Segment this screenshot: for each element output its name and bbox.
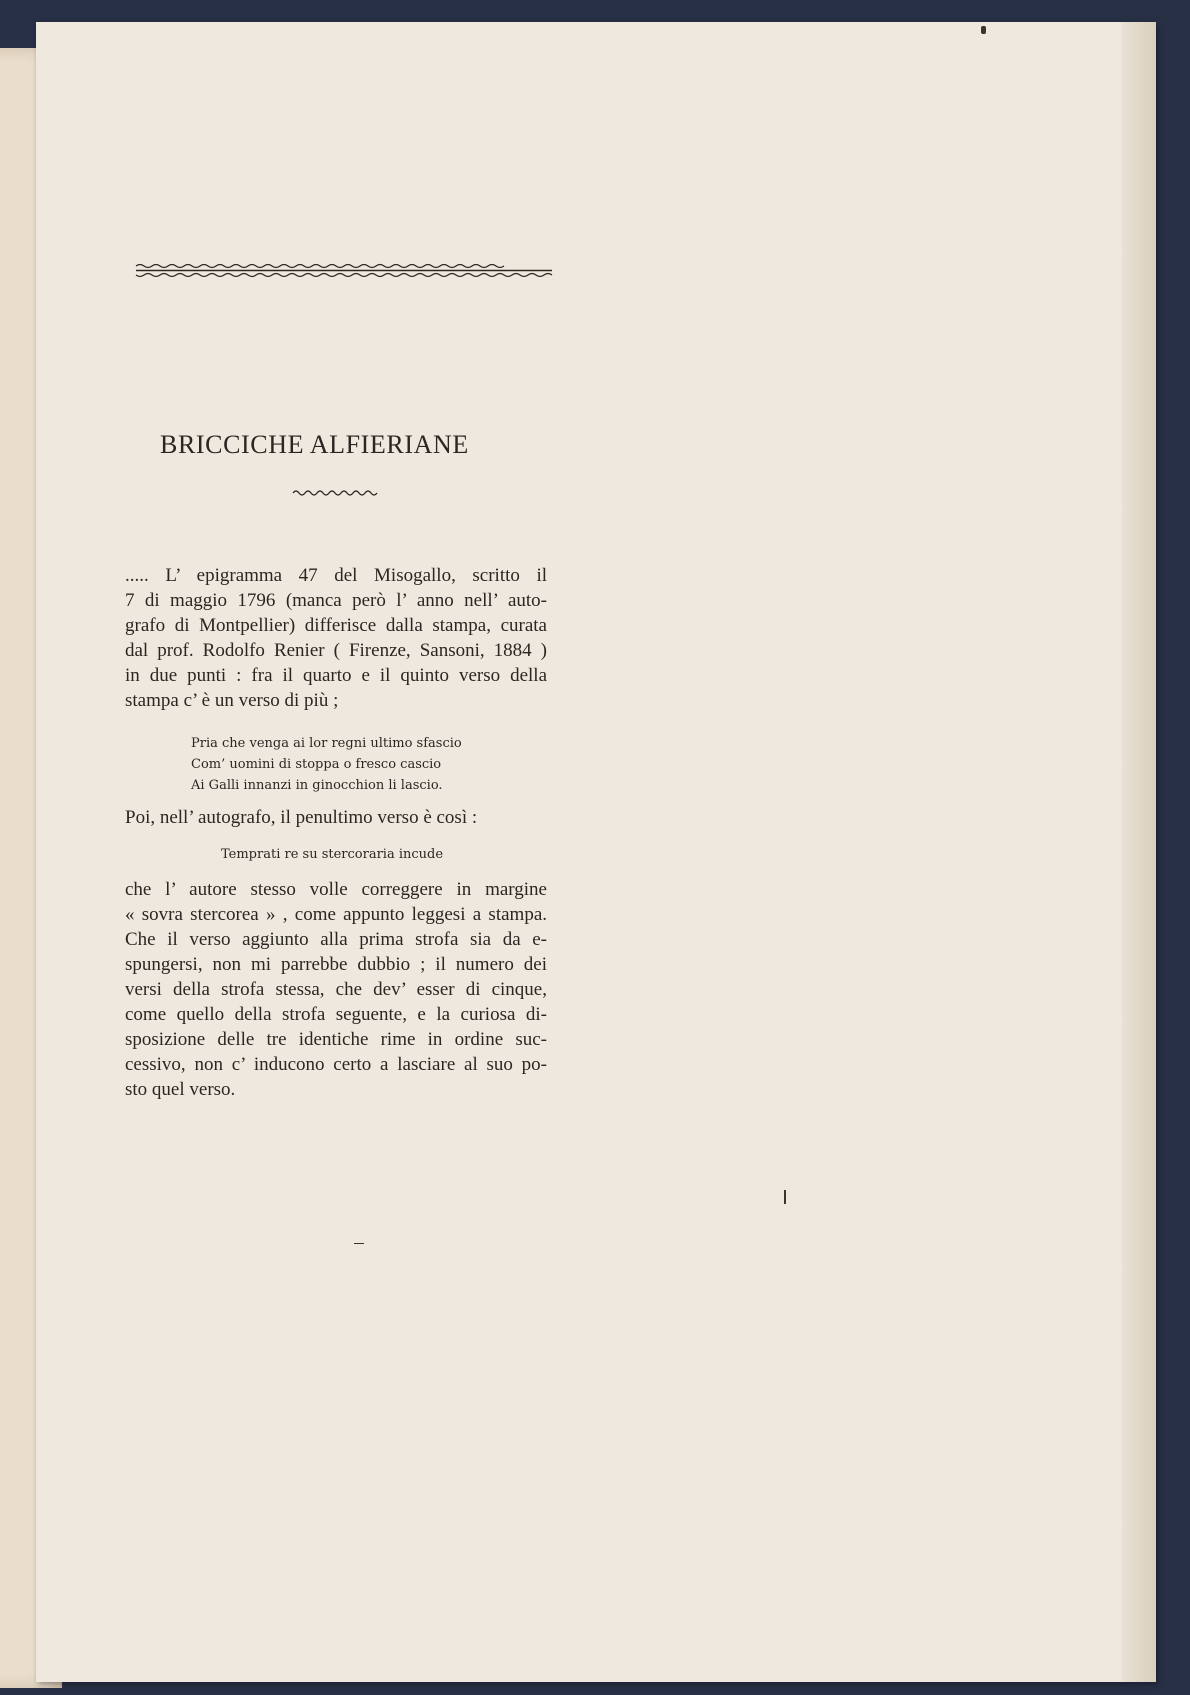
verse-line: Com’ uomini di stoppa o fresco cascio [191, 757, 442, 772]
paragraph-line: spungersi, non mi parrebbe dubbio ; il numero dei [125, 954, 547, 975]
quoted-verses [191, 733, 462, 796]
header-ornament-rule [124, 248, 564, 288]
page-title: BRICCICHE ALFIERIANE [160, 430, 469, 459]
paragraph-line: cessivo, non c’ inducono certo a lasciare al suo po- [125, 1054, 547, 1075]
paragraph-line: 7 di maggio 1796 (manca però l’ anno nell’ auto- [125, 590, 547, 611]
paragraph-line: sto quel verso. [125, 1079, 236, 1100]
verse-line: Ai Galli innanzi in ginocchion li lascio. [191, 778, 443, 793]
ink-speck [784, 1190, 786, 1204]
paragraph-line: in due punti : fra il quarto e il quinto verso della [125, 665, 547, 686]
verse-line: Pria che venga ai lor regni ultimo sfascio [191, 736, 462, 751]
paragraph-line: grafo di Montpellier) differisce dalla stampa, curata [125, 615, 547, 636]
quoted-verse: Temprati re su stercoraria incude [221, 847, 444, 862]
paragraph-line: ..... L’ epigramma 47 del Misogallo, scritto il [125, 565, 547, 586]
paragraph-line: che l’ autore stesso volle correggere in margine [125, 879, 547, 900]
paragraph-line: « sovra stercorea » , come appunto leggesi a stampa. [125, 904, 547, 925]
paragraph-line: dal prof. Rodolfo Renier ( Firenze, Sansoni, 1884 ) [125, 640, 547, 661]
title-wavy-ornament [289, 487, 379, 499]
ink-speck [354, 1243, 364, 1244]
paragraph-line: versi della strofa stessa, che dev’ esser di cinque, [125, 979, 547, 1000]
book-page [36, 22, 1156, 1682]
paragraph-1 [125, 563, 547, 713]
paragraph-2 [125, 805, 547, 830]
paragraph-line: Che il verso aggiunto alla prima strofa sia da e- [125, 929, 547, 950]
paragraph-3 [125, 877, 547, 1102]
paragraph-line: Poi, nell’ autografo, il penultimo verso è così : [125, 807, 478, 828]
paragraph-line: sposizione delle tre identiche rime in ordine suc- [125, 1029, 547, 1050]
paragraph-line: come quello della strofa seguente, e la curiosa di- [125, 1004, 547, 1025]
paragraph-line: stampa c’ è un verso di più ; [125, 690, 339, 711]
ink-speck [981, 26, 986, 34]
page-fore-edge [1122, 22, 1156, 1682]
